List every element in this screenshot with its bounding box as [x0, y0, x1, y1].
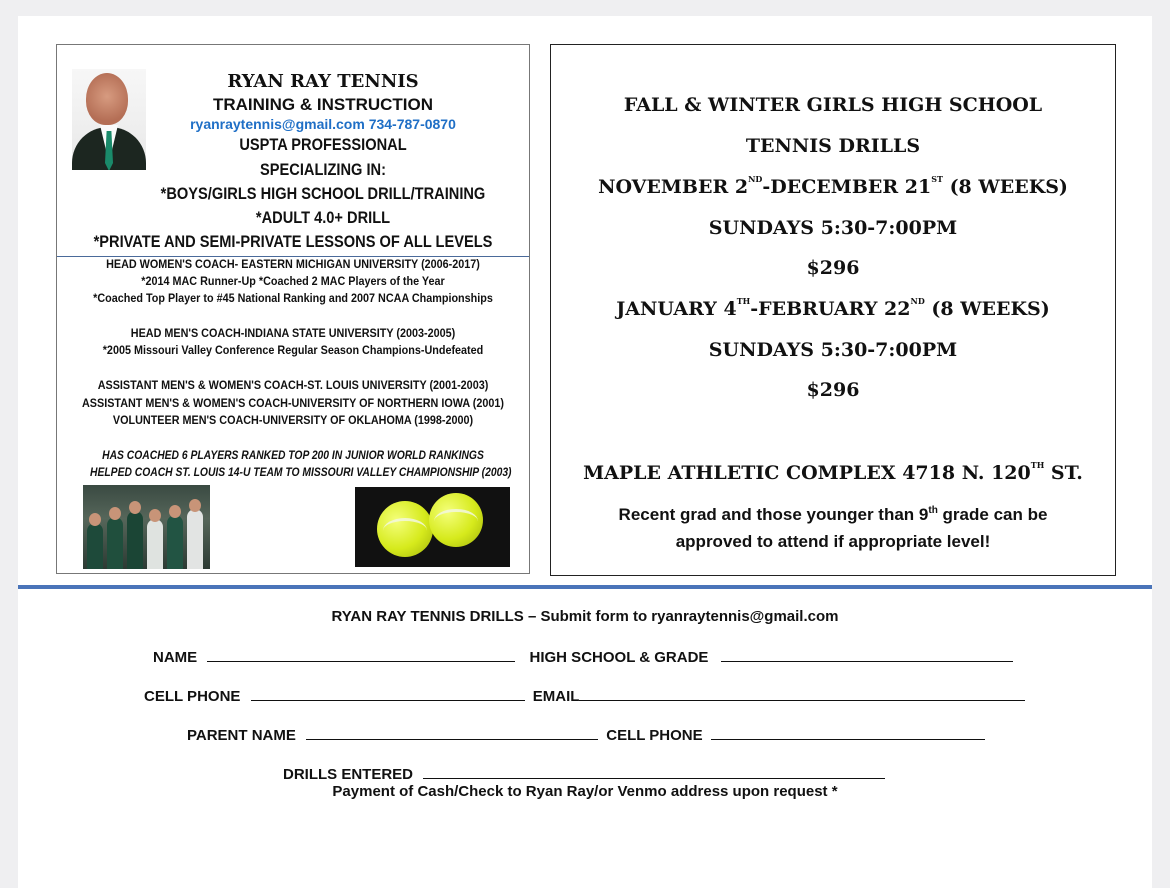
- drills-title-line2: TENNIS DRILLS: [745, 135, 921, 157]
- form-row-parent: [187, 725, 985, 744]
- parent-name-field[interactable]: [306, 725, 598, 740]
- business-name: RYAN RAY TENNIS: [227, 71, 419, 92]
- name-field[interactable]: [207, 647, 515, 662]
- name-label: NAME: [153, 649, 198, 666]
- school-grade-field[interactable]: [721, 647, 1013, 662]
- drills-title-line1: FALL & WINTER GIRLS HIGH SCHOOL: [623, 94, 1043, 116]
- eligibility-note-line2: approved to attend if appropriate level!: [675, 532, 991, 551]
- history-item: ASSISTANT MEN'S & WOMEN'S COACH-UNIVERSITY OF NORTHERN IOWA (2001): [82, 396, 504, 410]
- eligibility-note: Recent grad and those younger than 9th grade can be: [618, 505, 1048, 524]
- flyer-page: [18, 16, 1152, 888]
- session1-price: $296: [806, 257, 860, 279]
- specialty-item: *ADULT 4.0+ DRILL: [255, 208, 391, 227]
- history-item: *Coached Top Player to #45 National Ranking and 2007 NCAA Championships: [93, 291, 493, 305]
- parent-name-label: PARENT NAME: [187, 727, 296, 744]
- team-photo: [83, 485, 210, 569]
- history-item: *2005 Missouri Valley Conference Regular Season Champions-Undefeated: [102, 343, 484, 357]
- cell-phone-label: CELL PHONE: [144, 688, 241, 705]
- form-row-drills: [283, 764, 885, 783]
- specializing-heading: SPECIALIZING IN:: [260, 160, 386, 179]
- email-label: EMAIL: [532, 688, 580, 705]
- form-row-name: [153, 647, 1013, 666]
- session2-time: SUNDAYS 5:30-7:00PM: [708, 339, 958, 361]
- history-item: HEAD MEN'S COACH-INDIANA STATE UNIVERSITY (2003-2005): [130, 326, 456, 340]
- parent-cell-label: CELL PHONE: [606, 727, 703, 744]
- form-row-contact: [144, 686, 1025, 705]
- contact-info: ryanraytennis@gmail.com 734-787-0870: [190, 116, 456, 132]
- history-item: ASSISTANT MEN'S & WOMEN'S COACH-ST. LOUIS UNIVERSITY (2001-2003): [97, 378, 489, 392]
- specialty-item: *PRIVATE AND SEMI-PRIVATE LESSONS OF ALL LEVELS: [93, 232, 493, 251]
- form-title: RYAN RAY TENNIS DRILLS – Submit form to ryanraytennis@gmail.com: [331, 608, 839, 625]
- parent-cell-field[interactable]: [711, 725, 985, 740]
- session1-dates: NOVEMBER 2ND-DECEMBER 21ST (8 WEEKS): [598, 174, 1068, 198]
- session1-time: SUNDAYS 5:30-7:00PM: [708, 217, 958, 239]
- session2-dates: JANUARY 4TH-FEBRUARY 22ND (8 WEEKS): [616, 296, 1050, 320]
- email-field[interactable]: [579, 686, 1025, 701]
- form-separator: [18, 585, 1152, 589]
- drills-label: DRILLS ENTERED: [283, 766, 414, 783]
- cell-phone-field[interactable]: [251, 686, 525, 701]
- specialty-item: *BOYS/GIRLS HIGH SCHOOL DRILL/TRAINING: [160, 184, 486, 203]
- session2-price: $296: [806, 379, 860, 401]
- highlight-item: HAS COACHED 6 PLAYERS RANKED TOP 200 IN JUNIOR WORLD RANKINGS: [102, 448, 484, 462]
- school-label: HIGH SCHOOL & GRADE: [529, 649, 709, 666]
- drills-info-panel: [550, 44, 1116, 576]
- business-subtitle: TRAINING & INSTRUCTION: [212, 95, 434, 114]
- tennis-balls-image: [355, 487, 510, 567]
- history-item: VOLUNTEER MEN'S COACH-UNIVERSITY OF OKLAHOMA (1998-2000): [112, 413, 474, 427]
- coach-info-panel: [56, 44, 530, 574]
- location: MAPLE ATHLETIC COMPLEX 4718 N. 120TH ST.: [583, 460, 1083, 484]
- drills-entered-field[interactable]: [423, 764, 885, 779]
- credential: USPTA PROFESSIONAL: [239, 135, 407, 154]
- history-item: *2014 MAC Runner-Up *Coached 2 MAC Players of the Year: [141, 274, 445, 288]
- highlight-item: HELPED COACH ST. LOUIS 14-U TEAM TO MISSOURI VALLEY CHAMPIONSHIP (2003): [90, 465, 512, 479]
- history-item: HEAD WOMEN'S COACH- EASTERN MICHIGAN UNIVERSITY (2006-2017): [106, 257, 480, 271]
- payment-note: Payment of Cash/Check to Ryan Ray/or Venmo address upon request *: [332, 783, 838, 800]
